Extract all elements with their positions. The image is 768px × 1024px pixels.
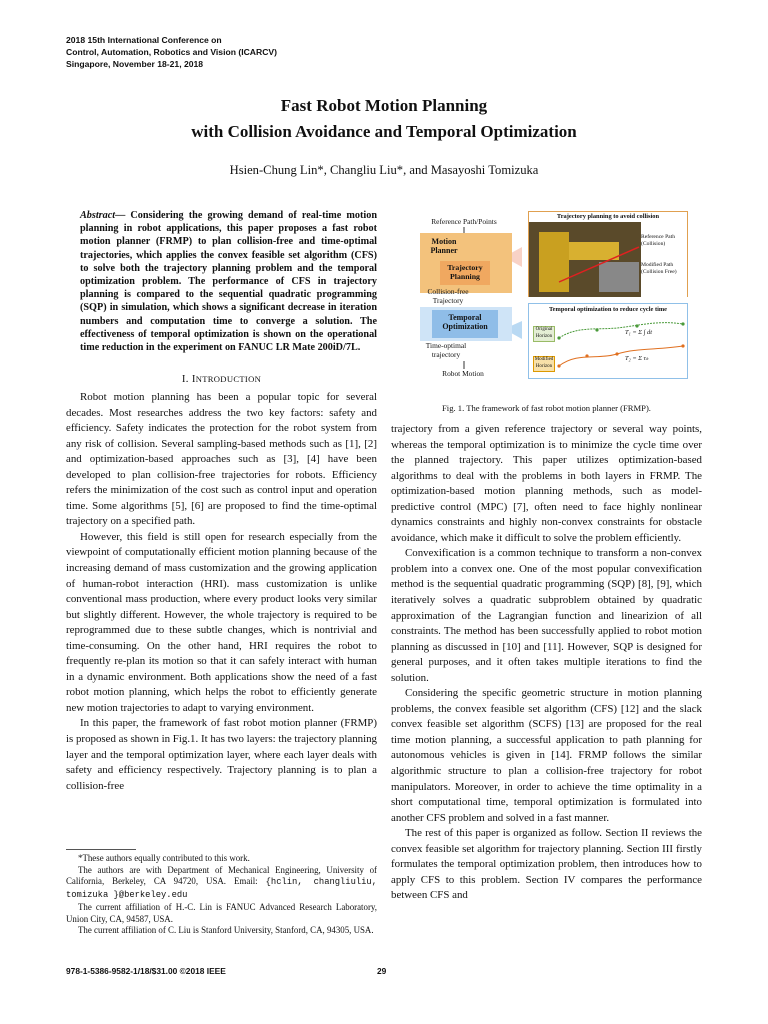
email: {hclin, changliuliu, tomizuka }@berkeley.edu <box>66 877 377 901</box>
collision-free-label: Collision-free Trajectory <box>427 287 469 305</box>
paper-title <box>0 93 768 145</box>
trajectory-planning-label: Trajectory Planning <box>447 263 483 281</box>
paragraph: Convexification is a common technique to transform a non-convex problem into a convex one. One of the most popular convexification method is the sequential quadratic programming (SQP) [8], [9], which iteratively solves a quadratic subproblem obtained by quadratic approximation of the Lagrangian function and linearizion of all constraints. The method has been successfully applied to robot motion planning as discussed in [10] and [11]. However, SQP is designed for general purposes, and it often takes multiple iterations to find the solution. <box>391 547 702 684</box>
original-horizon-label: Original Horizon <box>535 327 553 339</box>
footnote: The current affiliation of H.-C. Lin is FANUC Advanced Research Laboratory, Union City, CA, 94587, USA. <box>66 901 377 924</box>
paragraph: However, this field is still open for research especially from the viewpoint of computationally efficient motion planning because of the increasing demand of mass customization and the growing application of human-robot interaction (HRI). mass customization is unlike conventional mass production, where every product looks very similar but slightly different. However, the whole trajectory is required to be reprogrammed due to these subtle changes, which is nontrivial and time-consuming. On the other hand, HRI requires the robot to frequently re-plan its motion so that it can safely interact with human in a dynamic environment. Both applications show the need of a fast robot motion planning, which helps the robot to efficiently generate new motion trajectories to adapt to varying environment. <box>66 530 377 714</box>
paragraph: Robot motion planning has been a popular topic for several decades. Most researches address the two key factors: safety and efficiency. Safety indicates the protection for the robot system from any risk of collision. Several sampling-based methods such as [1], [2] and optimization-based approaches such as [3], [4] have been developed to plan collision-free trajectories for robots. Efficiency refers the minimization of the cost such as control input and operation time. Some algorithms [5], [6] are proposed to find the time-optimal trajectory on a specified path. <box>66 391 377 528</box>
section-heading: I. INTRODUCTION <box>181 373 262 385</box>
paragraph: The rest of this paper is organized as follow. Section II reviews the convex feasible set algorithm for trajectory planning. Section III firstly formulates the temporal optimization problem, then introduces how to apply CFS to this problem. Section IV compares the performance between CFS and <box>391 827 702 902</box>
footnotes <box>66 853 377 937</box>
left-column <box>66 390 377 794</box>
page-number: 29 <box>377 966 387 976</box>
temporal-panel <box>528 303 688 379</box>
collision-panel-title: Trajectory planning to avoid collision <box>556 213 660 220</box>
conference-line: Control, Automation, Robotics and Vision (ICARCV) <box>66 47 278 58</box>
paragraph: trajectory from a given reference trajectory or several way points, whereas the temporal optimization is to minimize the cycle time over the planned trajectory. This paper utilizes optimization-based algorithms to deal with the problems in both layers in FRMP. The optimization-based motion planning methods, such as model-predictive control (MPC) [7], often need to face highly nonlinear dynamics constraints and highly non-convex constraints for obstacle avoidance, which make it difficult to solve the problem efficiently. <box>391 423 702 544</box>
equation-t1: T₁ = Σ ∫ dt <box>625 329 652 336</box>
collision-panel <box>528 211 688 297</box>
title-line: with Collision Avoidance and Temporal Optimization <box>191 122 577 141</box>
equation-t2: T₂ = Σ τₖ <box>625 355 649 362</box>
abstract-text: — Considering the growing demand of real-time motion planning in robot applications, this paper proposes a fast robot motion planner (FRMP) to plan collision-free and time-optimal trajectories, which applies the convex feasible set algorithm (CFS) to solve both the trajectory planning problem and the temporal optimization problem. The performance of CFS in trajectory planning is compared to the sequential quadratic programming (SQP) in simulation, which shows a significant decrease in iteration numbers and computation time to converge a solution. The effectiveness of temporal optimization is shown on the operational time reduction in the experiment on FANUC LR Mate 200iD/7L. <box>80 210 377 354</box>
temporal-panel-title: Temporal optimization to reduce cycle time <box>548 306 668 313</box>
conference-header <box>66 34 277 71</box>
figure-caption: Fig. 1. The framework of fast robot motion planner (FRMP). <box>442 403 651 413</box>
robot-motion-label: Robot Motion <box>442 369 484 378</box>
figure-frmp <box>418 209 688 384</box>
authors: Hsien-Chung Lin*, Changliu Liu*, and Masayoshi Tomizuka <box>229 163 539 177</box>
paragraph: Considering the specific geometric structure in motion planning problems, the convex feasible set algorithm (CFS) [12] and the slack convex feasible set algorithm (SCFS) [13] are proposed for the real time motion planning, a successful application to path planning for autonomous vehicles is given in [14]. FRMP follows the similar algorithmic structure to plan a collision-free trajectory for robot manipulators. Moreover, in order to achieve the time optimality in a short computational time, temporal optimization is formulated into another CFS problem and solved in a fast manner. <box>391 687 702 824</box>
conference-line: Singapore, November 18-21, 2018 <box>66 59 204 70</box>
footnote: The authors are with Department of Mechanical Engineering, University of California, Berkeley, CA 94720, USA. Email: {hclin, changliuliu, tomizuka }@berkeley.edu <box>66 864 377 901</box>
motion-planner-label: Motion Planner <box>430 237 458 255</box>
time-optimal-label: Time-optimal trajectory <box>425 341 467 359</box>
footnote: *These authors equally contributed to this work. <box>78 853 250 863</box>
horizon-curves <box>557 316 687 376</box>
footnote: The current affiliation of C. Liu is Stanford University, Stanford, CA, 94305, USA. <box>78 925 374 936</box>
isbn-footer: 978-1-5386-9582-1/18/$31.00 ©2018 IEEE <box>66 966 226 976</box>
abstract <box>80 209 377 354</box>
title-line: Fast Robot Motion Planning <box>280 96 488 115</box>
temporal-optimization-label: Temporal Optimization <box>442 313 488 331</box>
modified-horizon-label: Modified Horizon <box>534 357 554 369</box>
conference-line: 2018 15th International Conference on <box>66 35 222 45</box>
reference-path-legend: Reference Path (Collision) <box>641 234 676 247</box>
footnote-rule <box>66 849 136 850</box>
ref-path-label: Reference Path/Points <box>431 217 497 226</box>
paragraph: In this paper, the framework of fast robot motion planner (FRMP) is proposed as shown in Fig.1. It has two layers: the trajectory planning layer and the temporal optimization layer, where each layer deals with safety and efficiency respectively. Trajectory planning is to plan a collision-free <box>66 717 377 792</box>
abstract-label: Abstract <box>80 210 116 221</box>
right-column <box>391 422 702 904</box>
modified-path-legend: Modified Path (Collision Free) <box>641 262 677 275</box>
